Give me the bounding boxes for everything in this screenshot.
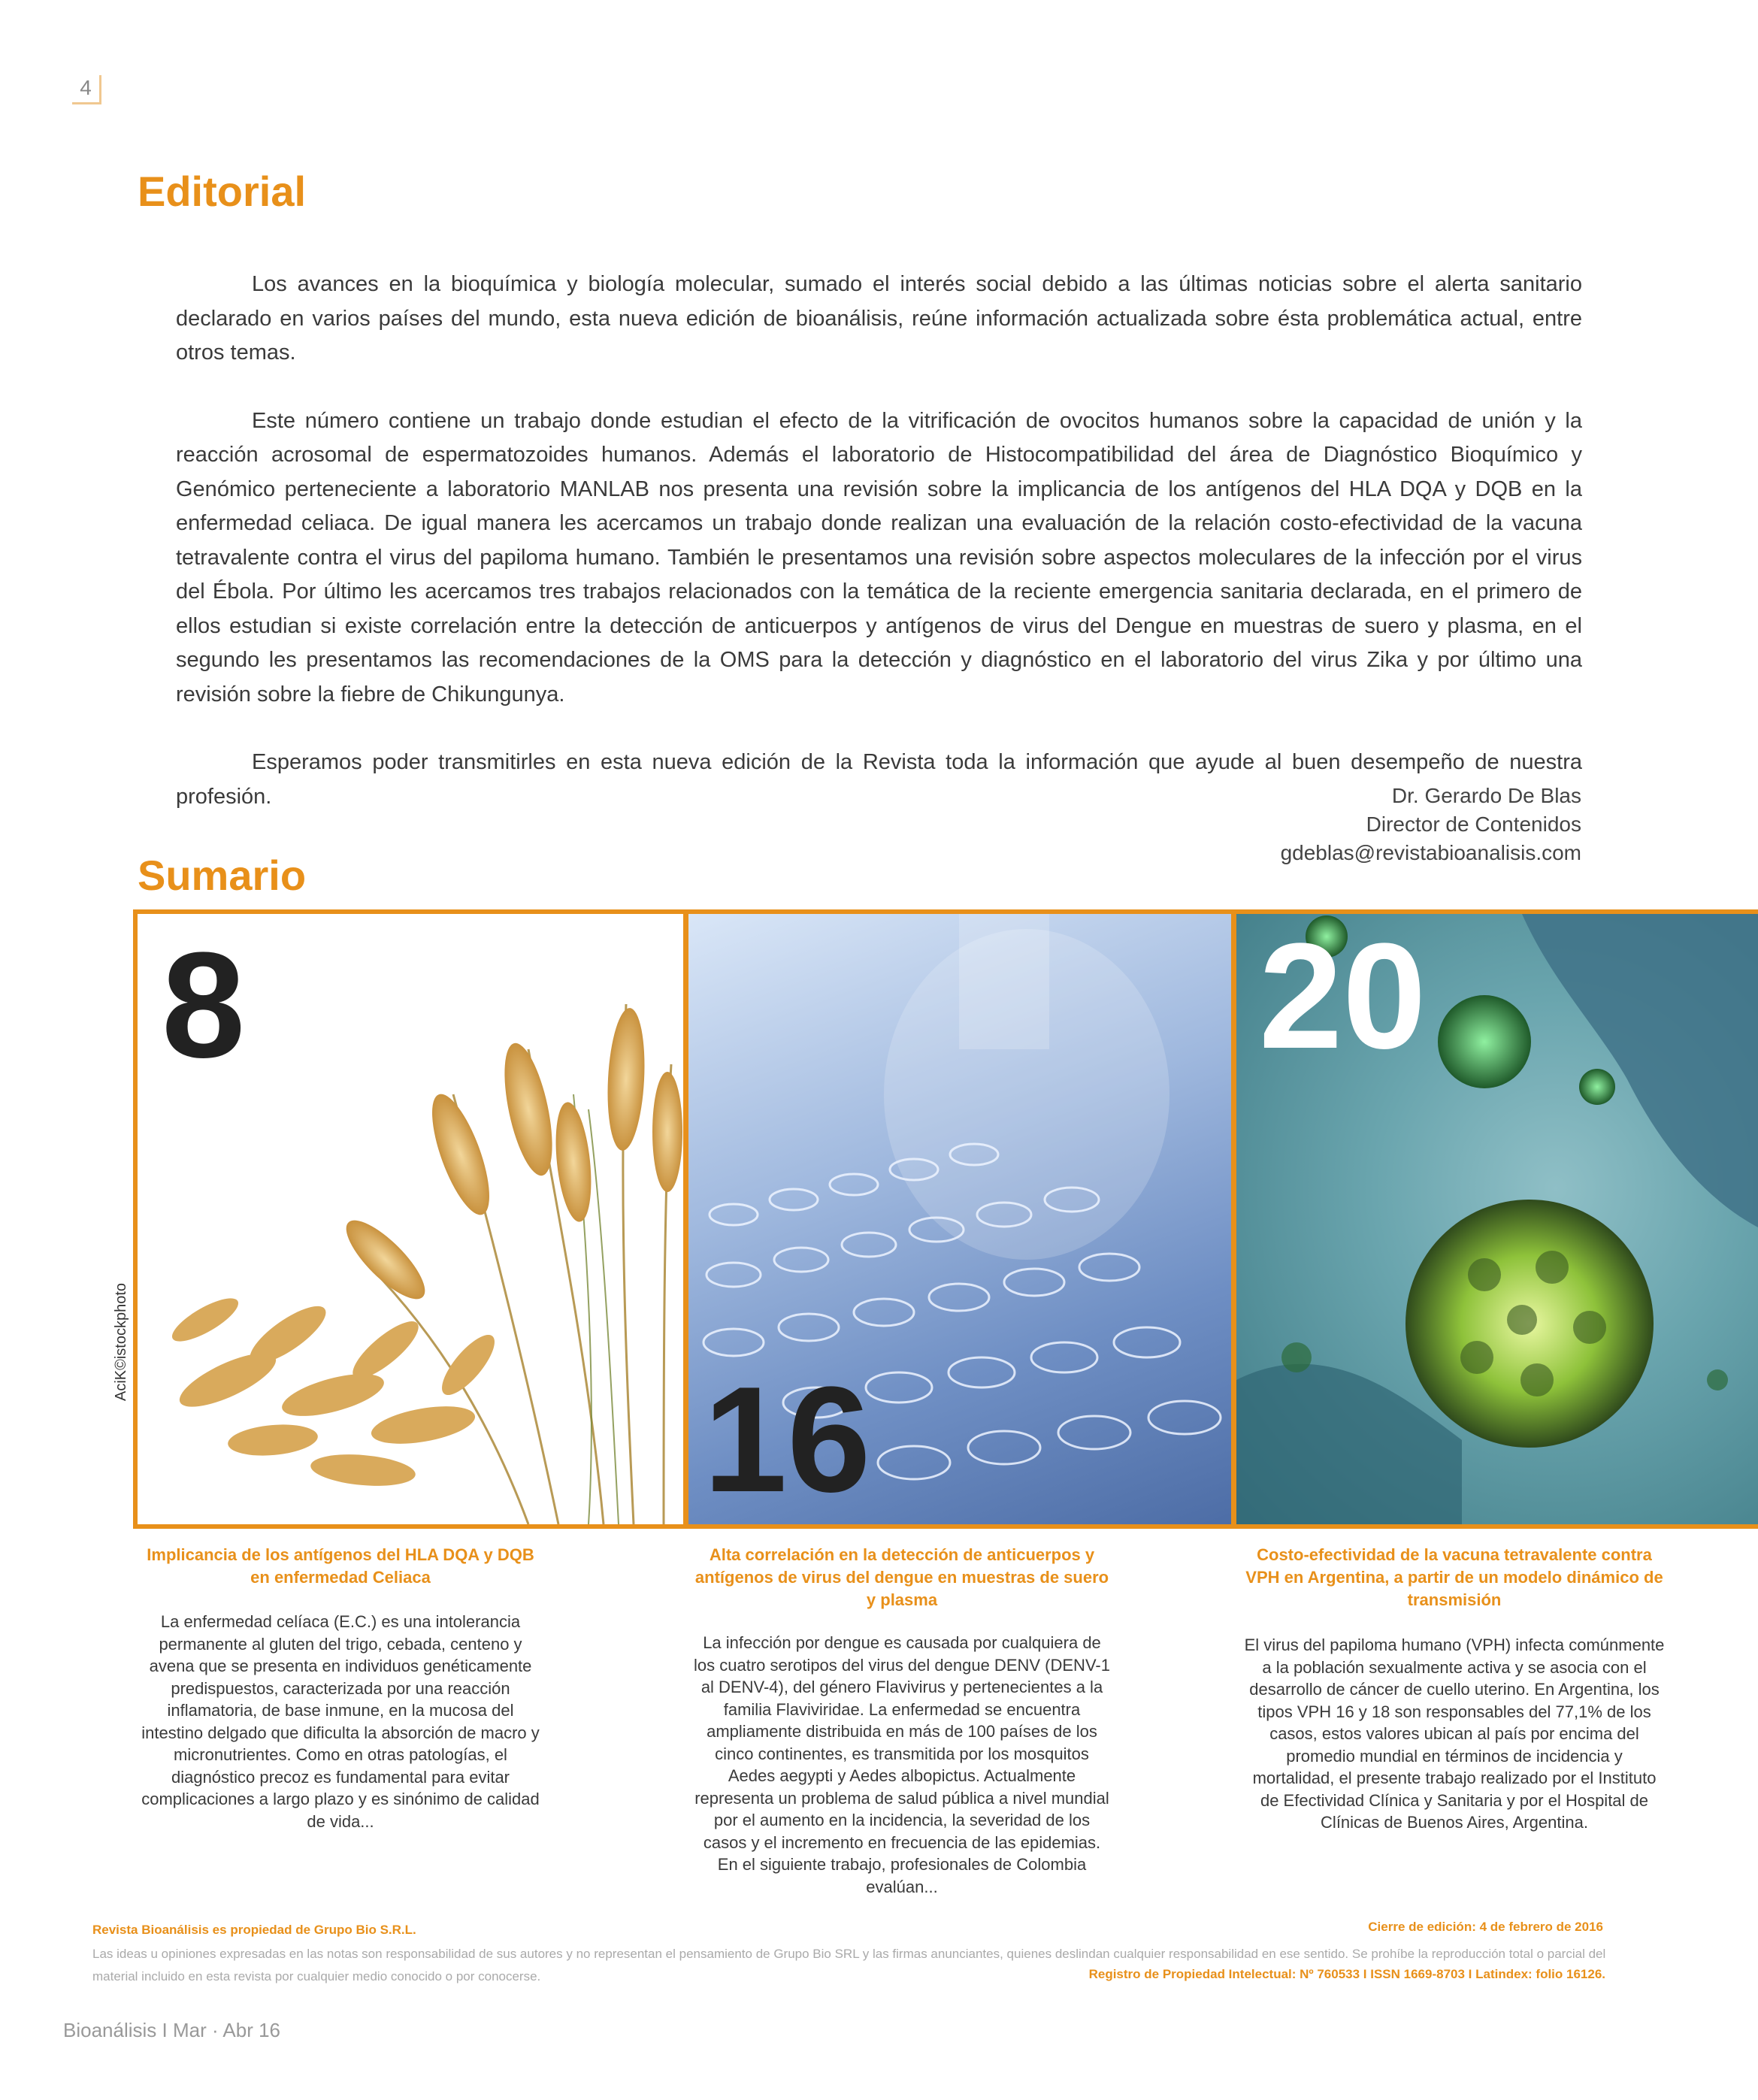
editorial-paragraph: Este número contiene un trabajo donde estudian el efecto de la vitrificación de ovocitos humanos sobre la capacidad de unión y la reacción acrosomal de espermatozoides humanos. Además el laboratorio de Histocompatibilidad del área de Diagnóstico Bioquímico y Genómico perteneciente a laboratorio MANLAB nos presenta una revisión sobre la implicancia de los antígenos del HLA DQA y DQB en la enfermedad celiaca. De igual manera les acercamos un trabajo donde realizan una evaluación de la relación costo-efectividad de la vacuna tetravalente contra el virus del papiloma humano. También le presentamos una revisión sobre aspectos moleculares de la infección por el virus del Ébola. Por último les acercamos tres trabajos relacionados con la temática de la reciente emergencia sanitaria declarada, en el primero de ellos estudian si existe correlación entre la detección de anticuerpos y antígenos de virus del Dengue en muestras de suero y plasma, en el segundo les presentamos las recomendaciones de la OMS para la detección y diagnóstico en el laboratorio del virus Zika y por último una revisión sobre la fiebre de Chikungunya. [176,408,1582,707]
article-title[interactable]: Alta correlación en la detección de anticuerpos y antígenos de virus del dengue en muestras de suero y plasma [694,1545,1109,1609]
article-summary: La infección por dengue es causada por cualquiera de los cuatro serotipos del virus del dengue DENV (DENV-1 al DENV-4), del género Flavivirus y pertenecientes a la familia Flaviviridae. La enfermedad se encuentra ampliamente distribuida en más de 100 países de los cinco continentes, es transmitida por los mosquitos Aedes aegypti y Aedes albopictus. Actualmente representa un problema de salud pública a nivel mundial por el aumento en la incidencia, la severidad de los casos y el incremento en frecuencia de las epidemias. En el siguiente trabajo, profesionales de Colombia evalúan... [694,1633,1110,1896]
sumario-image-strip [133,909,1758,1529]
signature-role: Director de Contenidos [1366,812,1581,836]
signature-name: Dr. Gerardo De Blas [1391,784,1581,807]
photo-credit: AciK©istockphoto [113,1282,129,1401]
virus-image-panel [1231,914,1758,1524]
editorial-body [176,268,1582,848]
panel-number: 20 [1259,914,1427,1080]
editorial-paragraph: Esperamos poder transmitirles en esta nueva edición de la Revista toda la información que ayude al buen desempeño de nuestra profesión. [176,750,1582,809]
signature [1281,782,1581,867]
article-summary: El virus del papiloma humano (VPH) infecta comúnmente a la población sexualmente activa y se asocia con el desarrollo de cáncer de cuello uterino. En Argentina, los tipos VPH 16 y 18 son responsables del 77,1% de los casos, estos valores ubican al país por encima del promedio mundial en términos de incidencia y mortalidad, el presente trabajo realizado por el Instituto de Efectividad Clínica y Sanitaria y por el Hospital de Clínicas de Buenos Aires, Argentina. [1244,1636,1665,1832]
sumario-title: Sumario [138,852,307,899]
editorial-paragraph: Los avances en la bioquímica y biología molecular, sumado el interés social debido a las últimas noticias sobre el alerta sanitario declarado en varios países del mundo, esta nueva edición de bioanálisis, reúne información actualizada sobre ésta problemática actual, entre otros temas. [176,272,1582,365]
signature-email: gdeblas@revistabioanalisis.com [1280,841,1581,864]
article-title[interactable]: Costo-efectividad de la vacuna tetravalente contra VPH en Argentina, a partir de un modelo dinámico de transmisión [1245,1545,1663,1609]
article-title[interactable]: Implicancia de los antígenos del HLA DQA y DQB en enfermedad Celiaca [147,1545,534,1587]
article-summary: La enfermedad celíaca (E.C.) es una intolerancia permanente al gluten del trigo, cebada, centeno y avena que se presenta en individuos genéticamente predispuestos, caracterizada por una reacción inflamatoria, de base inmune, en la mucosa del intestino delgado que dificulta la absorción de macro y micronutrientes. Como en otras patologías, el diagnóstico precoz es fundamental para evitar complicaciones a largo plazo y es sinónimo de calidad de vida... [141,1612,540,1831]
panel-number: 16 [704,1356,871,1524]
editorial-title: Editorial [138,168,307,215]
wheat-image-panel [138,914,683,1524]
registration-info: Registro de Propiedad Intelectual: Nº 760533 I ISSN 1669-8703 I Latindex: folio 16126. [1088,1967,1605,1981]
ownership-note: Revista Bioanálisis es propiedad de Grupo Bio S.R.L. [92,1923,416,1937]
test-tubes-image-panel [683,914,1231,1524]
disclaimer-text: Las ideas u opiniones expresadas en las notas son responsabilidad de sus autores y no representan el pensamiento de Grupo Bio SRL y las firmas anunciantes, quienes deslindan cualquier responsabilidad en ese sentido. Se prohíbe la reproducción total o parcial del material incluido en esta revista por cualquier medio conocido o por conocerse. [92,1947,1606,1984]
page-number: 4 [72,75,101,104]
edition-close-date: Cierre de edición: 4 de febrero de 2016 [1368,1920,1603,1934]
running-footer: Bioanálisis I Mar · Abr 16 [63,2019,281,2041]
panel-number: 8 [162,921,246,1089]
